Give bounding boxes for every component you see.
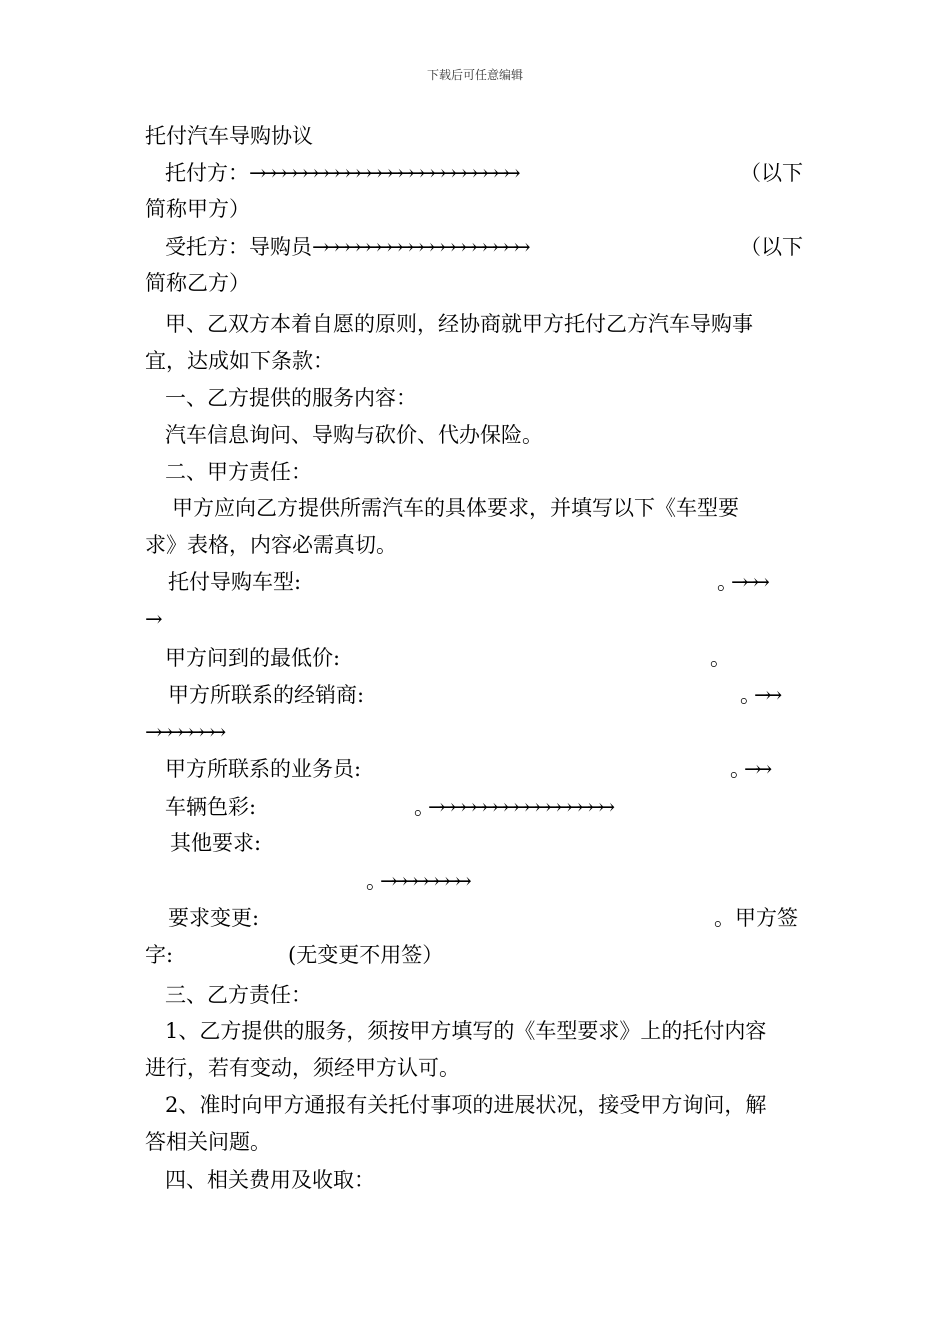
party-b-blank: →→→→ →→→→→→→→→→→→→→→→: [312, 235, 524, 259]
section-3-heading: 三、乙方责任：: [165, 983, 312, 1007]
section-4-heading: 四、相关费用及收取：: [165, 1168, 375, 1192]
section-2-line-1: 甲方应向乙方提供所需汽车的具体要求，并填写以下《车型要: [172, 496, 739, 520]
signature-label: 字:: [145, 943, 174, 967]
party-a-cont: 简称甲方）: [145, 197, 250, 221]
salesperson-label: 甲方所联系的业务员:: [165, 757, 362, 781]
dealer-label: 甲方所联系的经销商:: [168, 683, 365, 707]
section-3-item-2-line-1: 2、准时向甲方通报有关托付事项的进展状况，接受甲方询问，解: [165, 1093, 767, 1117]
party-a-suffix: （以下: [740, 161, 803, 185]
intro-line-2: 宜，达成如下条款：: [145, 349, 334, 373]
change-note: (无变更不用签）: [288, 943, 444, 967]
section-3-item-1-line-1: 1、乙方提供的服务，须按甲方填写的《车型要求》上的托付内容: [165, 1019, 767, 1043]
other-label: 其他要求:: [170, 831, 262, 855]
lowest-price-label: 甲方问到的最低价:: [165, 646, 341, 670]
change-label: 要求变更:: [168, 906, 260, 930]
salesperson-tail: 。→→: [730, 757, 766, 781]
party-a-line: [165, 159, 514, 187]
party-b-label: 受托方：导购员: [165, 235, 312, 259]
color-label: 车辆色彩:: [165, 795, 257, 819]
page-header: 下载后可任意编辑: [426, 68, 523, 82]
section-1-body: 汽车信息询问、导购与砍价、代办保险。: [165, 423, 543, 447]
dealer-cont: →→→→→→→: [145, 720, 220, 744]
document-title: 托付汽车导购协议: [145, 124, 313, 148]
section-3-item-2-line-2: 答相关问题。: [145, 1130, 271, 1154]
dealer-tail: 。→→: [740, 683, 776, 707]
party-b-suffix: （以下: [740, 235, 803, 259]
party-b-cont: 简称乙方）: [145, 271, 250, 295]
car-model-tail: 。→→→: [717, 570, 763, 594]
car-model-label: 托付导购车型:: [168, 570, 302, 594]
other-tail: 。→→→→→→→→: [366, 869, 465, 893]
party-a-label: 托付方：: [165, 161, 249, 185]
change-tail: 。甲方签: [714, 906, 798, 930]
section-2-heading: 二、甲方责任：: [165, 460, 312, 484]
lowest-price-tail: 。: [710, 646, 731, 670]
party-b-line: [165, 233, 524, 261]
car-model-cont: →: [145, 607, 156, 631]
section-3-item-1-line-2: 进行，若有变动，须经甲方认可。: [145, 1056, 460, 1080]
intro-line-1: 甲、乙双方本着自愿的原则，经协商就甲方托付乙方汽车导购事: [165, 312, 753, 336]
section-2-line-2: 求》表格，内容必需真切。: [145, 533, 397, 557]
color-tail: 。→→→→→→→→→→→→→→→→→: [414, 795, 609, 819]
section-1-heading: 一、乙方提供的服务内容：: [165, 386, 417, 410]
party-a-blank: →→ →→→→→→→→→→→→→→→→→→→→→→→: [249, 161, 514, 185]
